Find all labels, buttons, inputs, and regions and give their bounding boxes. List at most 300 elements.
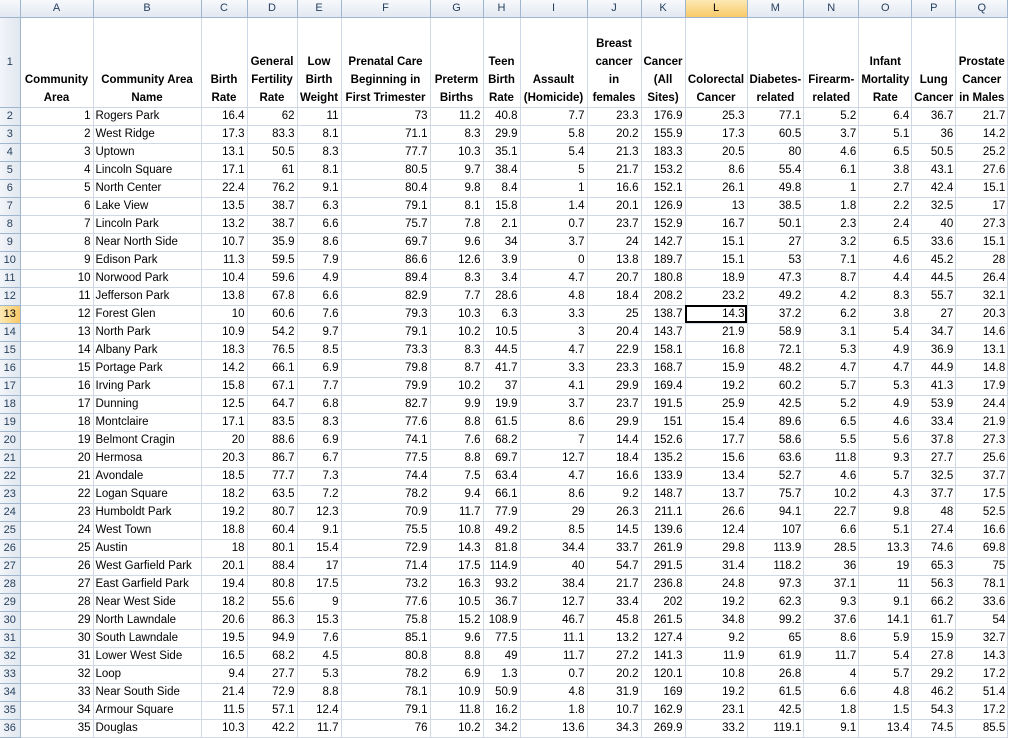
cell[interactable]: 143.7 [641,323,685,341]
cell[interactable]: 5.1 [859,125,912,143]
cell[interactable]: 3.8 [859,161,912,179]
cell[interactable]: 82.9 [341,287,430,305]
cell[interactable]: 36.7 [912,107,956,125]
cell[interactable]: 17.5 [956,485,1008,503]
cell[interactable]: 44.5 [912,269,956,287]
cell[interactable]: 36 [912,125,956,143]
cell[interactable]: 20.2 [587,125,641,143]
cell[interactable]: 5.3 [297,665,341,683]
cell[interactable]: 13.2 [201,215,247,233]
cell[interactable]: 38.5 [747,197,804,215]
cell[interactable]: 30 [20,629,93,647]
cell[interactable]: 31.4 [685,557,747,575]
cell[interactable]: 14.8 [956,359,1008,377]
cell[interactable]: 53 [747,251,804,269]
cell[interactable]: 50.5 [247,143,297,161]
cell[interactable]: 73 [341,107,430,125]
row-header[interactable]: 1 [0,17,20,107]
cell[interactable]: 13.6 [520,719,587,737]
cell[interactable]: 11 [859,575,912,593]
cell[interactable]: Albany Park [93,341,201,359]
row-header[interactable]: 21 [0,449,20,467]
cell[interactable]: 120.1 [641,665,685,683]
cell[interactable]: 14.3 [430,539,483,557]
cell[interactable]: 3.9 [483,251,520,269]
cell[interactable]: 19.2 [201,503,247,521]
cell[interactable]: 61.9 [747,647,804,665]
cell[interactable]: 18.3 [201,341,247,359]
cell[interactable]: 9.2 [685,629,747,647]
cell[interactable]: 25 [20,539,93,557]
cell[interactable]: 16 [20,377,93,395]
cell[interactable]: 69.8 [956,539,1008,557]
cell[interactable]: 94.1 [747,503,804,521]
cell[interactable]: 4.3 [859,485,912,503]
cell[interactable]: 28.6 [483,287,520,305]
cell[interactable]: 44.5 [483,341,520,359]
cell[interactable]: 20.6 [201,611,247,629]
cell[interactable]: 10.3 [430,305,483,323]
cell[interactable]: 10.8 [430,521,483,539]
cell[interactable]: 75.8 [341,611,430,629]
cell[interactable]: 78.1 [341,683,430,701]
cell[interactable]: 16.6 [956,521,1008,539]
cell[interactable]: 108.9 [483,611,520,629]
cell[interactable]: 168.7 [641,359,685,377]
cell[interactable]: 18.4 [587,287,641,305]
cell[interactable]: 34.3 [587,719,641,737]
cell[interactable]: 74.4 [341,467,430,485]
cell[interactable]: 6.2 [804,305,859,323]
cell[interactable]: 29.9 [587,377,641,395]
cell[interactable]: 21.3 [587,143,641,161]
cell[interactable]: 79.9 [341,377,430,395]
cell[interactable]: 73.2 [341,575,430,593]
cell[interactable]: 86.6 [341,251,430,269]
cell[interactable]: 20.1 [201,557,247,575]
cell[interactable]: 37.8 [912,431,956,449]
cell[interactable]: 83.5 [247,413,297,431]
cell[interactable]: 4.2 [804,287,859,305]
cell[interactable]: 23.3 [587,107,641,125]
cell[interactable]: 19.5 [201,629,247,647]
cell[interactable]: 9 [20,251,93,269]
cell[interactable]: 4.7 [520,341,587,359]
cell[interactable]: 5.1 [859,521,912,539]
cell[interactable]: 6.9 [297,431,341,449]
cell[interactable]: 27 [747,233,804,251]
cell[interactable]: 4 [804,665,859,683]
cell[interactable]: 60.6 [247,305,297,323]
header-cell[interactable]: Diabetes-related [747,17,804,107]
cell[interactable]: 10.5 [483,323,520,341]
cell[interactable]: 8 [20,233,93,251]
cell[interactable]: 18.4 [587,449,641,467]
cell[interactable]: 27.7 [247,665,297,683]
cell[interactable]: 15.8 [483,197,520,215]
cell[interactable]: 5.7 [804,377,859,395]
cell[interactable]: 89.6 [747,413,804,431]
cell[interactable]: 2.2 [859,197,912,215]
cell[interactable]: 18 [20,413,93,431]
cell[interactable]: 8.7 [430,359,483,377]
cell[interactable]: 15.4 [685,413,747,431]
cell[interactable]: 10.2 [430,377,483,395]
column-header-d[interactable]: D [247,0,297,17]
cell[interactable]: 15.2 [430,611,483,629]
cell[interactable]: 16.7 [685,215,747,233]
cell[interactable]: 1 [20,107,93,125]
column-header-f[interactable]: F [341,0,430,17]
cell[interactable]: 49.2 [483,521,520,539]
cell[interactable]: 7.6 [297,629,341,647]
row-header[interactable]: 5 [0,161,20,179]
cell[interactable]: 86.3 [247,611,297,629]
cell[interactable]: 4.7 [520,269,587,287]
cell[interactable]: 3.7 [804,125,859,143]
cell[interactable]: 169.4 [641,377,685,395]
row-header[interactable]: 30 [0,611,20,629]
cell[interactable]: 9.4 [430,485,483,503]
cell[interactable]: 71.4 [341,557,430,575]
cell[interactable]: 6.6 [804,683,859,701]
cell[interactable]: 77.7 [341,143,430,161]
cell[interactable]: 76.5 [247,341,297,359]
cell[interactable]: 80.1 [247,539,297,557]
cell[interactable]: 21.7 [587,161,641,179]
cell[interactable]: 4.1 [520,377,587,395]
cell[interactable]: 13.3 [859,539,912,557]
cell[interactable]: 4.6 [859,251,912,269]
cell[interactable]: 77.5 [341,449,430,467]
cell[interactable]: 37.6 [804,611,859,629]
cell[interactable]: 139.6 [641,521,685,539]
cell[interactable]: 26.4 [956,269,1008,287]
cell[interactable]: 5.8 [520,125,587,143]
cell[interactable]: 27 [20,575,93,593]
cell[interactable]: 23.1 [685,701,747,719]
cell[interactable]: 6 [20,197,93,215]
cell[interactable]: 77.6 [341,593,430,611]
cell[interactable]: 4.8 [520,287,587,305]
cell[interactable]: 21.7 [956,107,1008,125]
cell[interactable]: 5.2 [804,107,859,125]
cell[interactable]: 6.4 [859,107,912,125]
row-header[interactable]: 35 [0,701,20,719]
column-header-q[interactable]: Q [956,0,1008,17]
header-cell[interactable]: Prostate Cancer in Males [956,17,1008,107]
cell[interactable]: 191.5 [641,395,685,413]
cell[interactable]: 36 [804,557,859,575]
cell[interactable]: 47.3 [747,269,804,287]
cell[interactable]: 10.7 [201,233,247,251]
cell[interactable]: 48 [912,503,956,521]
cell[interactable]: 10.2 [804,485,859,503]
cell[interactable]: 28.5 [804,539,859,557]
row-header[interactable]: 15 [0,341,20,359]
cell[interactable]: Dunning [93,395,201,413]
cell[interactable]: 3.4 [483,269,520,287]
cell[interactable]: 85.1 [341,629,430,647]
row-header[interactable]: 8 [0,215,20,233]
cell[interactable]: 76 [341,719,430,737]
cell[interactable]: 34 [483,233,520,251]
header-cell[interactable]: Teen Birth Rate [483,17,520,107]
row-header[interactable]: 4 [0,143,20,161]
row-header[interactable]: 25 [0,521,20,539]
cell[interactable]: 18.2 [201,485,247,503]
cell[interactable]: West Ridge [93,125,201,143]
cell[interactable]: 152.1 [641,179,685,197]
cell[interactable]: 66.1 [247,359,297,377]
cell[interactable]: 19 [859,557,912,575]
cell[interactable]: 12.7 [520,449,587,467]
cell[interactable]: 4.5 [297,647,341,665]
cell[interactable]: 71.1 [341,125,430,143]
cell[interactable]: 7.7 [520,107,587,125]
row-header[interactable]: 26 [0,539,20,557]
cell[interactable]: 20.5 [685,143,747,161]
header-cell[interactable]: Preterm Births [430,17,483,107]
cell[interactable]: 29.9 [587,413,641,431]
cell[interactable]: 180.8 [641,269,685,287]
cell[interactable]: 11.9 [685,647,747,665]
cell[interactable]: 10.8 [685,665,747,683]
cell[interactable]: 61 [247,161,297,179]
cell[interactable]: Hermosa [93,449,201,467]
cell[interactable]: 20.4 [587,323,641,341]
cell[interactable]: 8.3 [430,125,483,143]
cell[interactable]: 3.3 [520,305,587,323]
cell[interactable]: Near North Side [93,233,201,251]
cell[interactable]: 14.4 [587,431,641,449]
cell[interactable]: 4.7 [804,359,859,377]
cell[interactable]: 4.6 [804,467,859,485]
cell[interactable]: 77.1 [747,107,804,125]
cell[interactable]: 8.1 [297,161,341,179]
cell[interactable]: 49 [483,647,520,665]
cell[interactable]: 15.8 [201,377,247,395]
cell[interactable]: 11.3 [201,251,247,269]
cell[interactable]: 4.8 [859,683,912,701]
cell[interactable]: 15 [20,359,93,377]
cell[interactable]: Edison Park [93,251,201,269]
cell[interactable]: 43.1 [912,161,956,179]
row-header[interactable]: 36 [0,719,20,737]
cell[interactable]: 19.4 [201,575,247,593]
column-header-o[interactable]: O [859,0,912,17]
row-header[interactable]: 33 [0,665,20,683]
cell[interactable]: 12.5 [201,395,247,413]
cell[interactable]: 5.7 [859,665,912,683]
cell[interactable]: 8.3 [430,269,483,287]
cell[interactable]: 29.9 [483,125,520,143]
cell[interactable]: 31 [20,647,93,665]
row-header[interactable]: 34 [0,683,20,701]
cell[interactable]: 10.7 [587,701,641,719]
cell[interactable]: 7.7 [297,377,341,395]
cell[interactable]: 8.3 [297,413,341,431]
cell[interactable]: 18 [201,539,247,557]
cell[interactable]: 14.2 [201,359,247,377]
cell[interactable]: 9.3 [859,449,912,467]
cell[interactable]: 27 [912,305,956,323]
cell[interactable]: 7.7 [430,287,483,305]
cell[interactable]: 28 [20,593,93,611]
cell[interactable]: Lincoln Park [93,215,201,233]
cell[interactable]: 80.5 [341,161,430,179]
cell[interactable]: 16.6 [587,179,641,197]
cell[interactable]: 20 [20,449,93,467]
cell[interactable]: 0.7 [520,665,587,683]
cell[interactable]: 22 [20,485,93,503]
cell[interactable]: 10.9 [430,683,483,701]
cell[interactable]: 13.4 [685,467,747,485]
cell[interactable]: 118.2 [747,557,804,575]
cell[interactable]: 48.2 [747,359,804,377]
cell[interactable]: 49.2 [747,287,804,305]
cell[interactable]: 89.4 [341,269,430,287]
cell[interactable]: 73.3 [341,341,430,359]
cell[interactable]: 50.1 [747,215,804,233]
cell[interactable]: 27.8 [912,647,956,665]
cell[interactable]: 50.9 [483,683,520,701]
cell[interactable]: 29.8 [685,539,747,557]
cell[interactable]: 14 [20,341,93,359]
cell[interactable]: 78.1 [956,575,1008,593]
header-cell[interactable]: General Fertility Rate [247,17,297,107]
cell[interactable]: 69.7 [483,449,520,467]
cell[interactable]: 15.1 [956,233,1008,251]
cell[interactable]: Jefferson Park [93,287,201,305]
cell[interactable]: 7.8 [430,215,483,233]
cell[interactable]: 2.3 [804,215,859,233]
cell[interactable]: 67.8 [247,287,297,305]
cell[interactable]: 55.7 [912,287,956,305]
cell[interactable]: 12.4 [685,521,747,539]
cell[interactable]: 17.2 [956,665,1008,683]
cell[interactable]: 45.2 [912,251,956,269]
cell[interactable]: 68.2 [483,431,520,449]
cell[interactable]: 40 [520,557,587,575]
cell[interactable]: 6.3 [483,305,520,323]
cell[interactable]: 8.5 [520,521,587,539]
cell[interactable]: 77.5 [483,629,520,647]
cell[interactable]: South Lawndale [93,629,201,647]
cell[interactable]: 10.5 [430,593,483,611]
cell[interactable]: 19.2 [685,683,747,701]
column-header-j[interactable]: J [587,0,641,17]
cell[interactable]: 13.8 [587,251,641,269]
cell[interactable]: Douglas [93,719,201,737]
cell[interactable]: 13 [20,323,93,341]
cell[interactable]: 40.8 [483,107,520,125]
column-header-g[interactable]: G [430,0,483,17]
cell[interactable]: 2.4 [859,215,912,233]
cell[interactable]: 15.1 [685,251,747,269]
cell[interactable]: 127.4 [641,629,685,647]
cell[interactable]: 49.8 [747,179,804,197]
cell[interactable]: 155.9 [641,125,685,143]
cell[interactable]: 14.3 [956,647,1008,665]
cell[interactable]: 45.8 [587,611,641,629]
cell[interactable]: 46.2 [912,683,956,701]
cell[interactable]: 12.6 [430,251,483,269]
cell[interactable]: 77.7 [247,467,297,485]
cell[interactable]: 151 [641,413,685,431]
cell[interactable]: 33.2 [685,719,747,737]
cell[interactable]: Norwood Park [93,269,201,287]
cell[interactable]: 6.8 [297,395,341,413]
cell[interactable]: 54.3 [912,701,956,719]
cell[interactable]: 15.1 [956,179,1008,197]
cell[interactable]: Armour Square [93,701,201,719]
cell[interactable]: Lower West Side [93,647,201,665]
cell[interactable]: 31.9 [587,683,641,701]
cell[interactable]: 46.7 [520,611,587,629]
cell[interactable]: 11.7 [430,503,483,521]
cell[interactable]: 8.3 [859,287,912,305]
cell[interactable]: 63.6 [747,449,804,467]
cell[interactable]: 52.5 [956,503,1008,521]
cell[interactable]: 80 [747,143,804,161]
cell[interactable]: 68.2 [247,647,297,665]
cell[interactable]: 27.4 [912,521,956,539]
cell[interactable]: 33.4 [587,593,641,611]
cell[interactable]: 37 [483,377,520,395]
cell[interactable]: 27.6 [956,161,1008,179]
cell[interactable]: 56.3 [912,575,956,593]
row-header[interactable]: 23 [0,485,20,503]
cell[interactable]: Forest Glen [93,305,201,323]
cell[interactable]: 11.5 [201,701,247,719]
cell[interactable]: 40 [912,215,956,233]
cell[interactable]: Near West Side [93,593,201,611]
cell[interactable]: 8.8 [297,683,341,701]
cell[interactable]: 29.2 [912,665,956,683]
cell[interactable]: 26 [20,557,93,575]
cell[interactable]: 32.1 [956,287,1008,305]
cell[interactable]: 99.2 [747,611,804,629]
column-header-i[interactable]: I [520,0,587,17]
cell[interactable]: 70.9 [341,503,430,521]
cell[interactable]: 65 [747,629,804,647]
cell[interactable]: 9.7 [430,161,483,179]
cell[interactable]: 8.6 [520,413,587,431]
cell[interactable]: Humboldt Park [93,503,201,521]
cell[interactable]: 25.3 [685,107,747,125]
row-header[interactable]: 13 [0,305,20,323]
cell[interactable]: 26.3 [587,503,641,521]
cell[interactable]: 6.5 [859,143,912,161]
cell[interactable]: 33 [20,683,93,701]
cell[interactable]: 23.2 [685,287,747,305]
cell[interactable]: 8.1 [297,125,341,143]
cell[interactable]: Portage Park [93,359,201,377]
cell[interactable]: 9.1 [804,719,859,737]
cell[interactable]: 7 [520,431,587,449]
cell[interactable]: 23.3 [587,359,641,377]
cell[interactable]: Rogers Park [93,107,201,125]
cell[interactable]: 32 [20,665,93,683]
cell[interactable]: 6.1 [804,161,859,179]
cell[interactable]: 51.4 [956,683,1008,701]
cell[interactable]: 1.8 [804,701,859,719]
cell[interactable]: 18.9 [685,269,747,287]
cell[interactable]: 20.1 [587,197,641,215]
cell[interactable]: 75.7 [341,215,430,233]
cell[interactable]: 9.1 [297,521,341,539]
